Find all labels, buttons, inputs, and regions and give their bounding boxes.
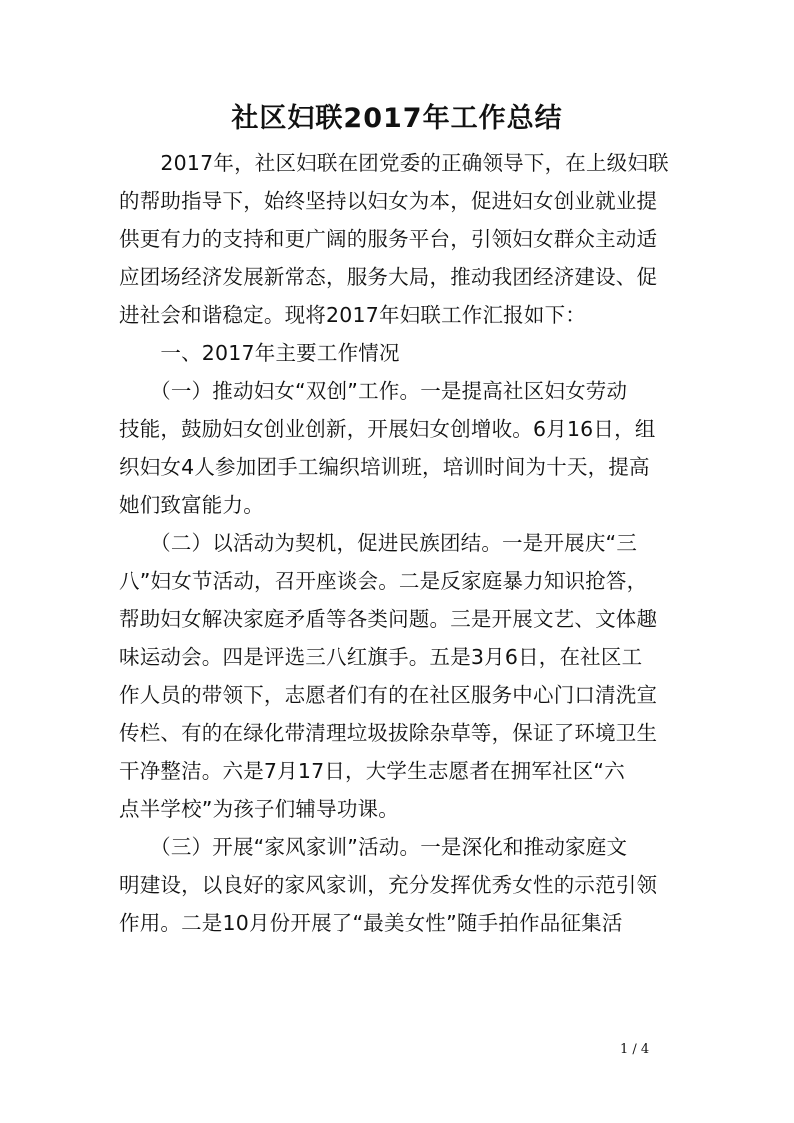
section-heading: 一、2017年主要工作情况 <box>119 341 400 365</box>
text-line: 2017年，社区妇联在团党委的正确领导下，在上级妇联 <box>119 151 669 175</box>
text-line: 传栏、有的在绿化带清理垃圾拔除杂草等，保证了环境卫生 <box>119 721 658 745</box>
page-number: 1 / 4 <box>620 1042 650 1057</box>
text-line: 技能，鼓励妇女创业创新，开展妇女创增收。6月16日，组 <box>119 417 656 441</box>
text-line: （三）开展“家风家训”活动。一是深化和推动家庭文 <box>119 835 628 859</box>
text-line: 作用。二是10月份开展了“最美女性”随手拍作品征集活 <box>119 911 623 935</box>
text-line: （一）推动妇女“双创”工作。一是提高社区妇女劳动 <box>119 379 628 403</box>
text-line: 帮助妇女解决家庭矛盾等各类问题。三是开展文艺、文体趣 <box>119 607 658 631</box>
text-line: 进社会和谐稳定。现将2017年妇联工作汇报如下： <box>119 303 586 327</box>
text-line: 的帮助指导下，始终坚持以妇女为本，促进妇女创业就业提 <box>119 189 658 213</box>
text-line: 点半学校”为孩子们辅导功课。 <box>119 797 399 821</box>
text-line: 味运动会。四是评选三八红旗手。五是3月6日，在社区工 <box>119 645 643 669</box>
text-line: 应团场经济发展新常态，服务大局，推动我团经济建设、促 <box>119 265 658 289</box>
text-line: （二）以活动为契机，促进民族团结。一是开展庆“三 <box>119 531 638 555</box>
text-line: 作人员的带领下，志愿者们有的在社区服务中心门口清洗宣 <box>119 683 658 707</box>
text-line: 明建设，以良好的家风家训，充分发挥优秀女性的示范引领 <box>119 873 658 897</box>
text-line: 供更有力的支持和更广阔的服务平台，引领妇女群众主动适 <box>119 227 658 251</box>
text-line: 织妇女4人参加团手工编织培训班，培训时间为十天，提高 <box>119 455 650 479</box>
document-title: 社区妇联2017年工作总结 <box>231 103 563 134</box>
text-line: 干净整洁。六是7月17日，大学生志愿者在拥军社区“六 <box>119 759 625 783</box>
text-line: 八”妇女节活动，召开座谈会。二是反家庭暴力知识抢答， <box>119 569 648 593</box>
text-line: 她们致富能力。 <box>119 493 264 517</box>
